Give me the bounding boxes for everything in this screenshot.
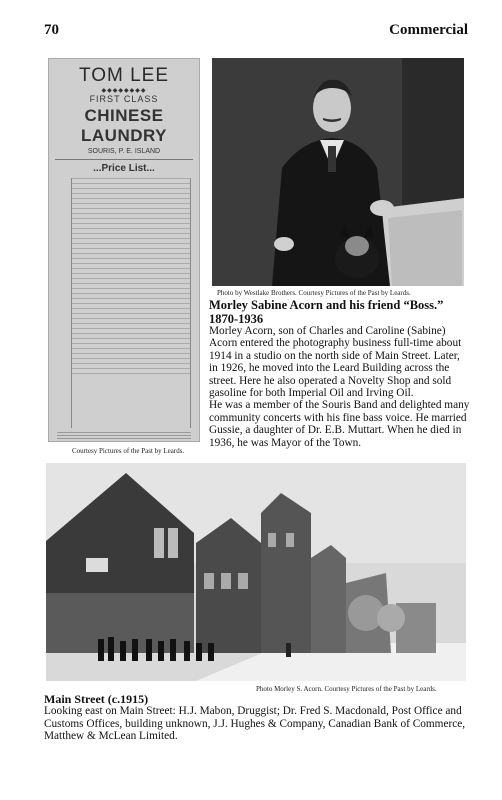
laundry-heading: CHINESE LAUNDRY: [81, 106, 167, 145]
portrait-body: [209, 325, 471, 449]
price-list-table: [71, 178, 191, 428]
laundry-rule: [55, 159, 193, 160]
section-title: Commercial: [389, 22, 468, 38]
portrait-photo: [212, 58, 464, 286]
street-description: Looking east on Main Street: H.J. Mabon, Druggist; Dr. Fred S. Macdonald, Post Office and Customs Offices, building unknown, J.J. Hughes & Company, Canadian Bank of Commerce, Matthew & McLean Limited.: [44, 705, 466, 743]
main-street-photo: [46, 463, 466, 681]
laundry-first-class: FIRST CLASS: [89, 94, 159, 104]
portrait-dates: 1870-1936: [209, 312, 264, 326]
portrait-credit: Photo by Westlake Brothers. Courtesy Pictures of the Past by Leards.: [217, 289, 411, 297]
laundry-place: SOURIS, P. E. ISLAND: [87, 148, 161, 155]
laundry-name: TOM LEE: [78, 65, 170, 86]
laundry-divider: ◆◆◆◆◆◆◆◆: [101, 88, 147, 94]
price-list-heading: ...Price List...: [93, 163, 155, 174]
portrait-title: Morley Sabine Acorn and his friend “Boss.”: [209, 298, 444, 312]
page-number: 70: [44, 22, 59, 38]
street-illustration: [46, 463, 466, 681]
street-title: Main Street (c.1915): [44, 692, 149, 706]
portrait-illustration: [212, 58, 464, 286]
street-credit: Photo Morley S. Acorn. Courtesy Pictures of the Past by Leards.: [256, 685, 437, 693]
portrait-paragraph-1: Morley Acorn, son of Charles and Caroline (Sabine) Acorn entered the photography business full-time about 1914 in a studio on the north side of Main Street. Later, in 1926, he moved into the Leard Building across the street. Here he also operated a Novelty Shop and sold gasoline for both Imperial Oil and Irving Oil.: [209, 325, 462, 400]
portrait-heading: [209, 298, 479, 326]
laundry-price-list-image: [48, 58, 200, 442]
portrait-paragraph-2: He was a member of the Souris Band and delighted many community concerts with his fine bass voice. He married Gussie, a daughter of Dr. E.B. Muttart. When he died in 1936, he was Mayor of the Town.: [209, 399, 470, 449]
laundry-credit: Courtesy Pictures of the Past by Leards.: [72, 447, 185, 455]
laundry-fine-print: [57, 432, 191, 442]
